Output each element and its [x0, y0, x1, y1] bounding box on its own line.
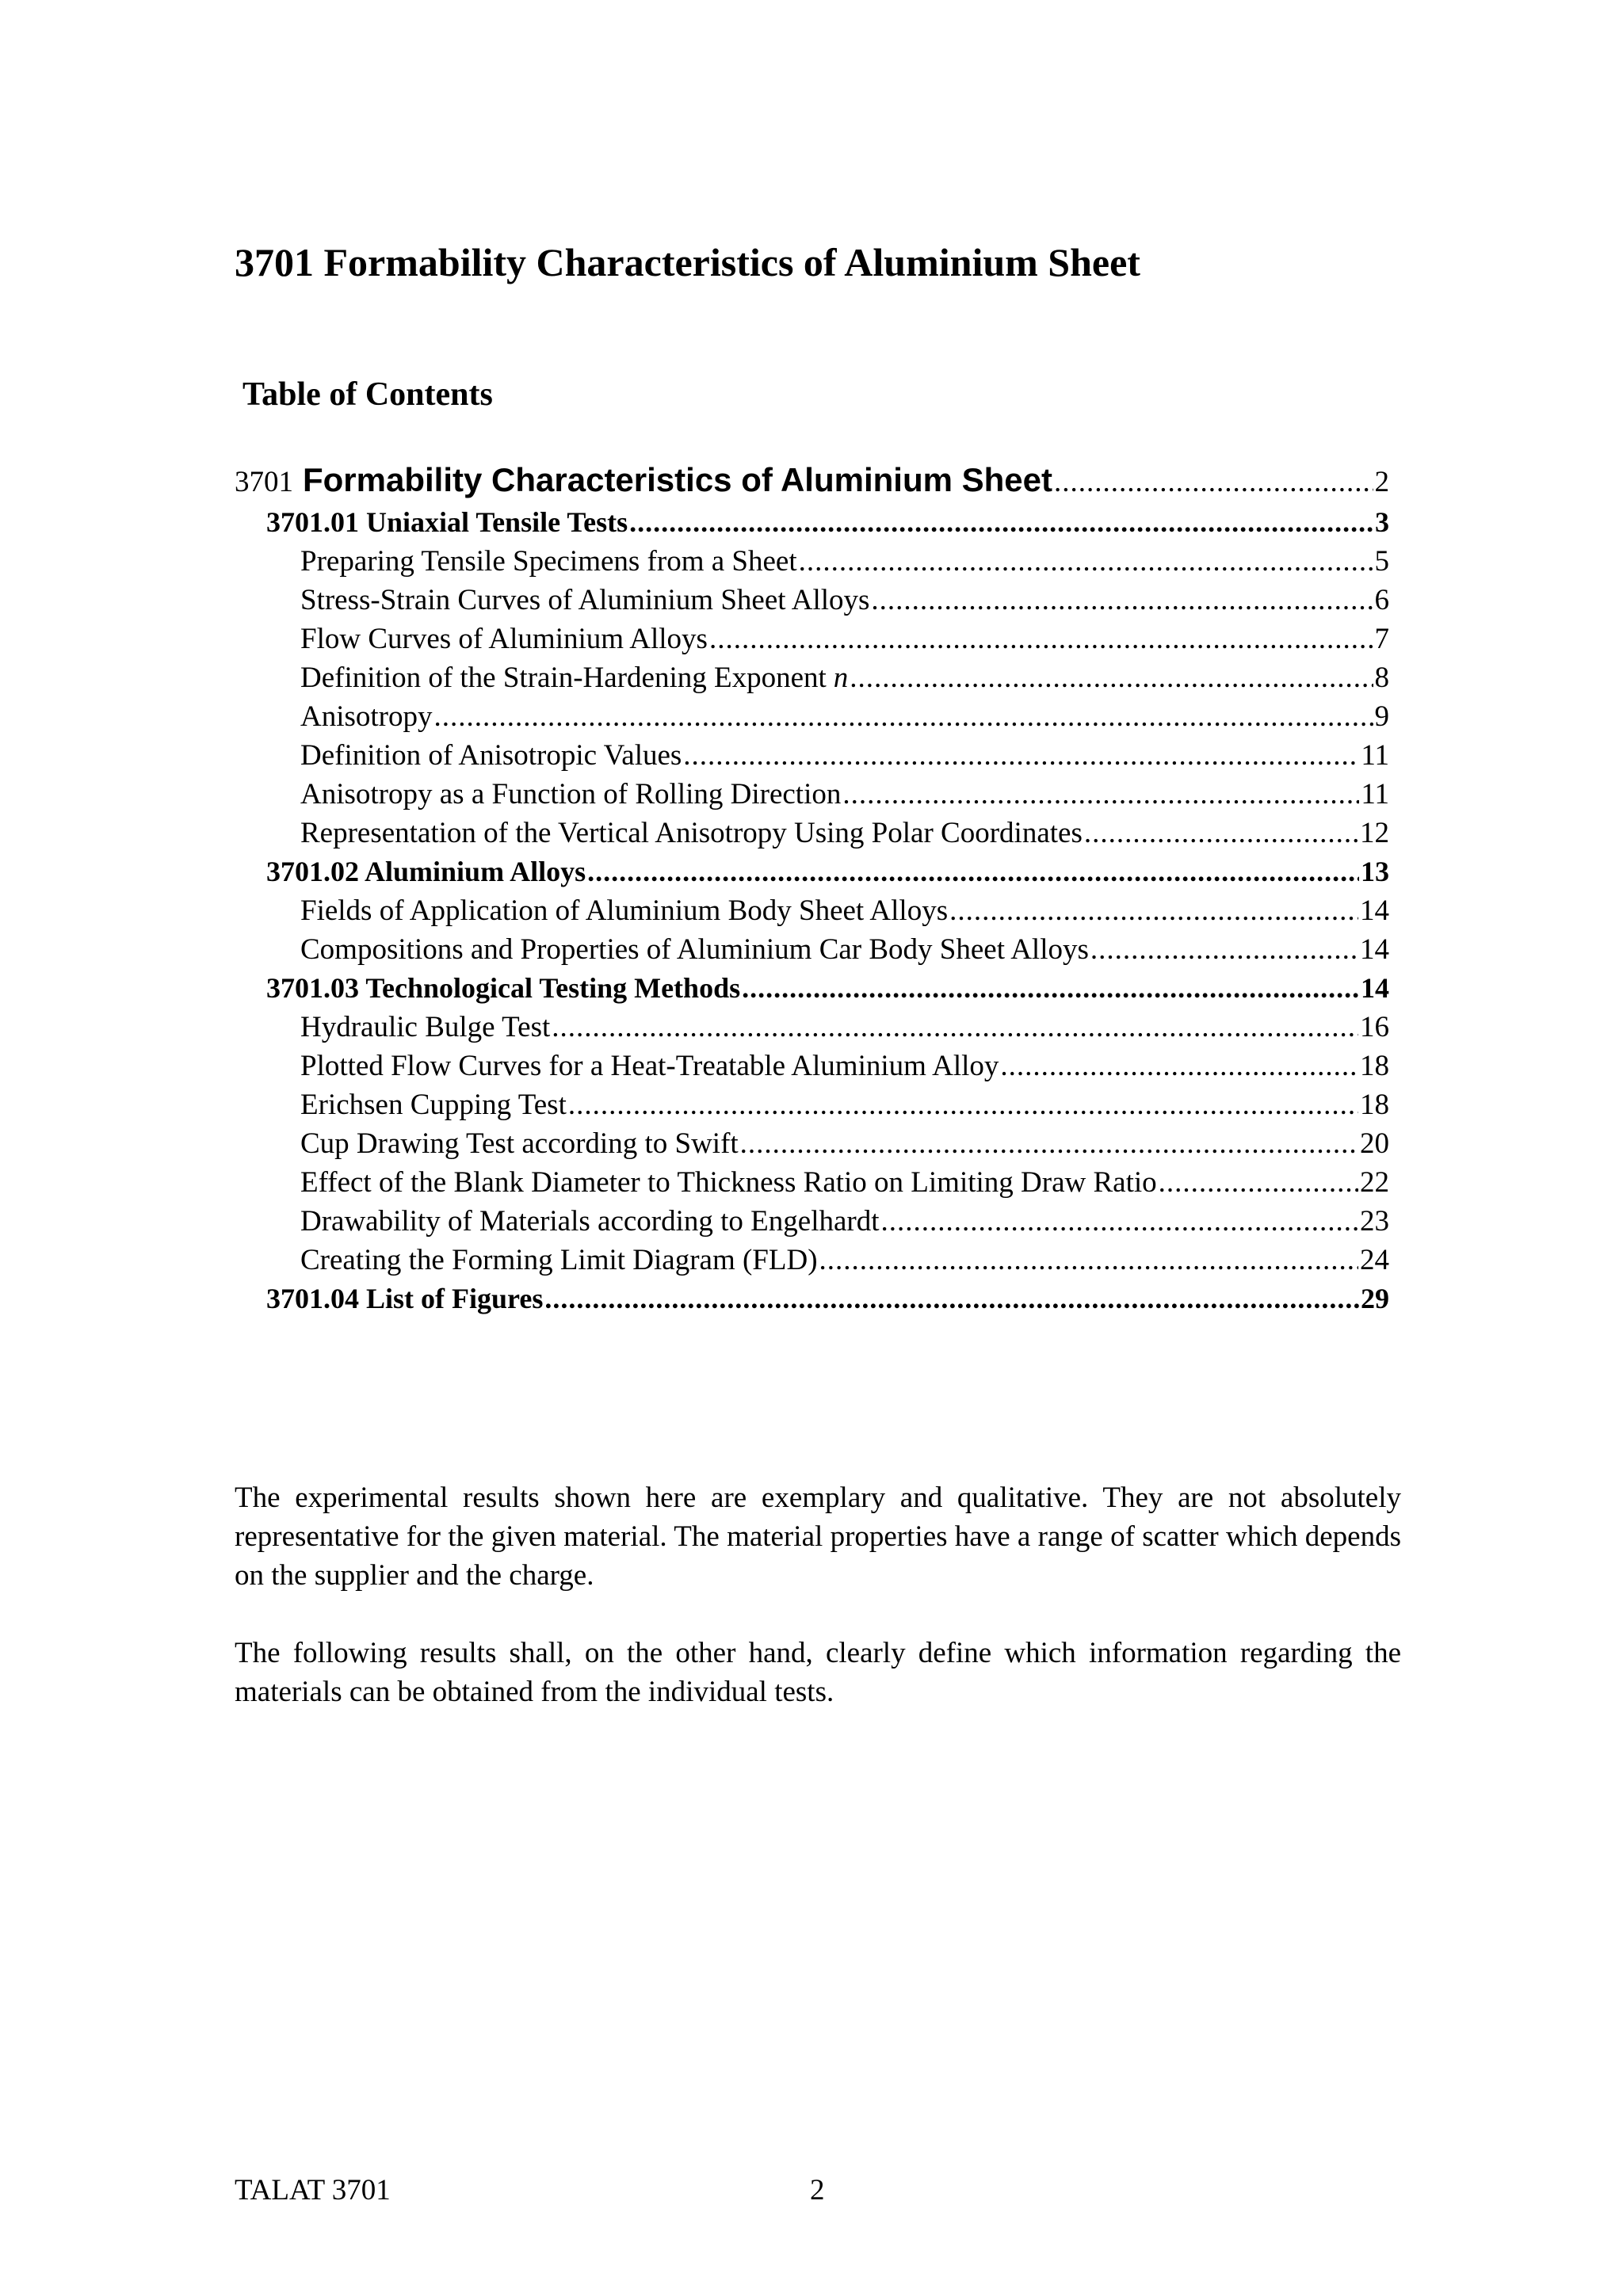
toc-leader-dots: [1054, 460, 1373, 505]
toc-subsection-entry[interactable]: [235, 736, 1389, 775]
toc-subsection-entry[interactable]: [235, 1202, 1389, 1241]
toc-entry-page: 18: [1360, 1089, 1389, 1121]
toc-leader-dots: [1084, 814, 1358, 852]
toc-subsection-entry[interactable]: [235, 697, 1389, 736]
toc-subsection-entry[interactable]: [235, 930, 1389, 969]
toc-leader-dots: [799, 542, 1373, 581]
toc-entry-label: Definition of Anisotropic Values: [300, 739, 682, 772]
toc-leader-dots: [850, 658, 1373, 697]
toc-leader-dots: [683, 736, 1359, 775]
toc-entry-page: 11: [1361, 739, 1389, 772]
toc-entry-page: 29: [1361, 1283, 1389, 1314]
toc-leader-dots: [629, 503, 1373, 542]
toc-entry-page: 11: [1361, 778, 1389, 810]
toc-entry-page: 14: [1360, 894, 1389, 927]
toc-entry-page: 13: [1361, 856, 1389, 887]
toc-entry-label: 3701.02 Aluminium Alloys: [266, 856, 586, 887]
toc-section-entry[interactable]: [235, 969, 1389, 1008]
toc-entry-label: 3701.03 Technological Testing Methods: [266, 972, 741, 1004]
toc-entry-page: 9: [1374, 700, 1389, 733]
toc-subsection-entry[interactable]: [235, 620, 1389, 658]
toc-entry-page: 7: [1374, 623, 1389, 655]
toc-entry-page: 16: [1360, 1011, 1389, 1043]
toc-entry-number: 3701: [235, 466, 293, 498]
toc-entry-label: Anisotropy: [300, 700, 433, 733]
toc-subsection-entry[interactable]: [235, 581, 1389, 620]
toc-subsection-entry[interactable]: [235, 1124, 1389, 1163]
toc-entry-label: Erichsen Cupping Test: [300, 1089, 567, 1121]
toc-leader-dots: [949, 891, 1358, 930]
toc-entry-label: Effect of the Blank Diameter to Thickness Ratio on Limiting Draw Ratio: [300, 1166, 1157, 1199]
body-paragraph: The experimental results shown here are exemplary and qualitative. They are not absolutely representative for the given material. The material properties have a range of scatter which depends on the supplier and the charge.: [235, 1482, 1401, 1592]
body-paragraph: The following results shall, on the other hand, clearly define which information regarding the materials can be obtained from the individual tests.: [235, 1637, 1401, 1708]
toc-entry-page: 12: [1360, 817, 1389, 849]
footer-doc-ref: TALAT 3701: [235, 2174, 391, 2206]
footer-page-number: 2: [810, 2174, 825, 2206]
toc-entry-page: 14: [1361, 972, 1389, 1004]
toc-leader-dots: [709, 620, 1373, 658]
toc-entry-page: 5: [1374, 545, 1389, 578]
toc-leader-dots: [1159, 1163, 1358, 1202]
toc-entry-top[interactable]: [235, 457, 1389, 503]
toc-entry-page: 3: [1375, 506, 1389, 538]
toc-entry-label: Creating the Forming Limit Diagram (FLD): [300, 1244, 818, 1276]
toc-subsection-entry[interactable]: [235, 775, 1389, 814]
toc-leader-dots: [568, 1085, 1358, 1124]
toc-entry-page: 23: [1360, 1205, 1389, 1238]
toc-entry-label: 3701.01 Uniaxial Tensile Tests: [266, 506, 628, 538]
toc-leader-dots: [587, 852, 1359, 891]
toc-leader-dots: [742, 969, 1359, 1008]
toc-entry-label: Flow Curves of Aluminium Alloys: [300, 623, 708, 655]
toc-entry-label: 3701.04 List of Figures: [266, 1283, 544, 1314]
document-title: 3701 Formability Characteristics of Aluminium Sheet: [235, 240, 1140, 284]
toc-leader-dots: [434, 697, 1373, 736]
toc-entry-label: Stress-Strain Curves of Aluminium Sheet Alloys: [300, 584, 870, 616]
toc-entry-label: Compositions and Properties of Aluminium Car Body Sheet Alloys: [300, 933, 1089, 966]
toc-leader-dots: [1090, 930, 1358, 969]
toc-subsection-entry[interactable]: [235, 1047, 1389, 1085]
toc-entry-label: Fields of Application of Aluminium Body Sheet Alloys: [300, 894, 949, 927]
toc-entry-list: [235, 503, 1389, 1318]
toc-entry-label: Cup Drawing Test according to Swift: [300, 1127, 739, 1160]
toc-leader-dots: [1000, 1047, 1358, 1085]
toc-heading: Table of Contents: [242, 376, 493, 413]
toc-entry-label: Plotted Flow Curves for a Heat-Treatable Aluminium Alloy: [300, 1050, 999, 1082]
toc-entry-label: Drawability of Materials according to Engelhardt: [300, 1205, 880, 1238]
toc-section-entry[interactable]: [235, 852, 1389, 891]
toc-section-entry[interactable]: [235, 503, 1389, 542]
toc-subsection-entry[interactable]: [235, 1163, 1389, 1202]
toc-entry-label: Anisotropy as a Function of Rolling Direction: [300, 778, 842, 810]
toc-entry-label: Representation of the Vertical Anisotropy Using Polar Coordinates: [300, 817, 1083, 849]
toc-subsection-entry[interactable]: [235, 814, 1389, 852]
toc-entry-page: 20: [1360, 1127, 1389, 1160]
toc-subsection-entry[interactable]: [235, 1085, 1389, 1124]
toc-entry-label-italic: n: [833, 662, 849, 694]
toc-entry-page: 2: [1374, 466, 1389, 498]
toc-entry-page: 8: [1374, 662, 1389, 694]
toc-leader-dots: [881, 1202, 1359, 1241]
toc-leader-dots: [842, 775, 1359, 814]
toc-subsection-entry[interactable]: [235, 1008, 1389, 1047]
toc-entry-label: Preparing Tensile Specimens from a Sheet: [300, 545, 797, 578]
table-of-contents: [235, 457, 1389, 1318]
toc-entry-page: 18: [1360, 1050, 1389, 1082]
toc-subsection-entry[interactable]: [235, 542, 1389, 581]
toc-entry-page: 6: [1374, 584, 1389, 616]
toc-entry-page: 22: [1360, 1166, 1389, 1199]
toc-subsection-entry[interactable]: [235, 658, 1389, 697]
toc-entry-page: 14: [1360, 933, 1389, 966]
toc-leader-dots: [871, 581, 1373, 620]
toc-subsection-entry[interactable]: [235, 891, 1389, 930]
toc-section-entry[interactable]: [235, 1280, 1389, 1318]
toc-entry-label: Hydraulic Bulge Test: [300, 1011, 551, 1043]
toc-leader-dots: [740, 1124, 1358, 1163]
toc-leader-dots: [819, 1241, 1358, 1280]
toc-leader-dots: [544, 1280, 1359, 1318]
toc-subsection-entry[interactable]: [235, 1241, 1389, 1280]
toc-entry-page: 24: [1360, 1244, 1389, 1276]
toc-leader-dots: [552, 1008, 1358, 1047]
toc-entry-label: Definition of the Strain-Hardening Exponent: [300, 662, 827, 694]
toc-entry-label: Formability Characteristics of Aluminium Sheet: [303, 461, 1052, 498]
